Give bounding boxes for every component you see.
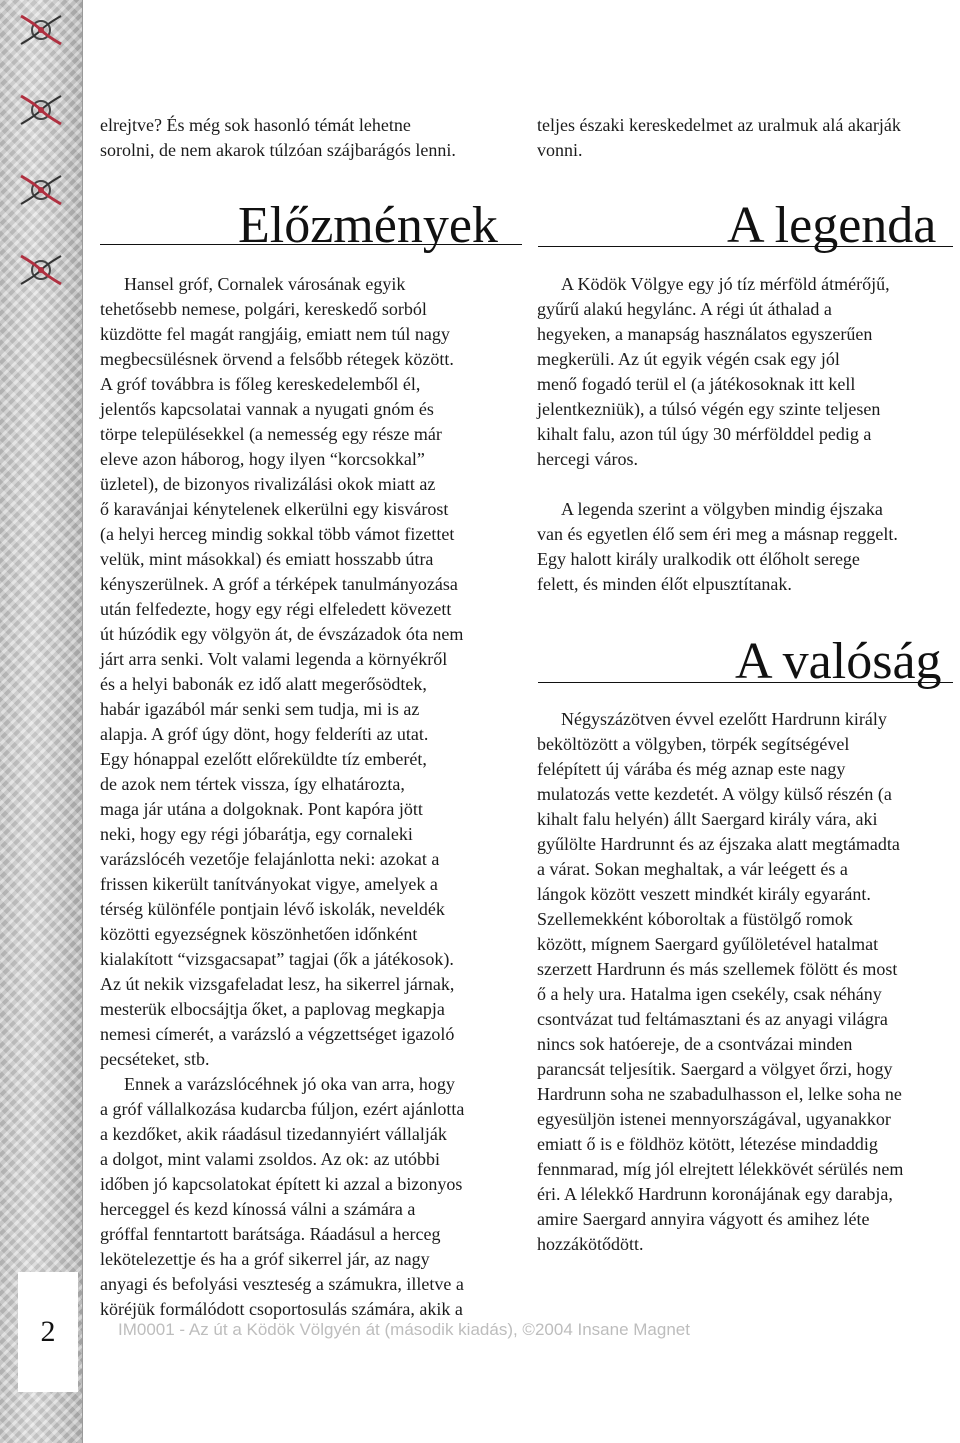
text-line: a várat. Sokan meghaltak, a vár leégett és a: [537, 859, 848, 879]
text-line: A Ködök Völgye egy jó tíz mérföld átmérőjű,: [561, 274, 890, 294]
text-line: kényszerülnek. A gróf a térképek tanulmányozása: [100, 574, 458, 594]
text-line: pecséteket, stb.: [100, 1049, 210, 1069]
text-line: felett, és minden élőt elpusztítanak.: [537, 574, 792, 594]
text-line: mesterük elbocsájtja őket, a paplovag megkapja: [100, 999, 445, 1019]
paragraph-history-2: [100, 1072, 530, 1322]
text-line: út húzódik egy völgyön át, de évszázadok óta nem: [100, 624, 464, 644]
heading-a-legenda: A legenda: [727, 197, 937, 254]
ornament-icon: [17, 166, 65, 214]
text-line: eleve azon háborog, hogy ilyen “korcsokkal”: [100, 449, 425, 469]
text-line: teljes északi kereskedelmet az uralmuk alá akarják: [537, 115, 901, 135]
text-line: emiatt ő is e földhöz kötött, létezése mindaddig: [537, 1134, 878, 1154]
text-line: Hardrunn soha ne szabadulhasson el, lelke soha ne: [537, 1084, 902, 1104]
text-line: hozzákötődött.: [537, 1234, 644, 1254]
text-line: küzdötte fel magát rangjáig, emiatt nem túl nagy: [100, 324, 450, 344]
text-line: a gróf vállalkozása kudarcba fúljon, ezért ajánlotta: [100, 1099, 465, 1119]
text-line: köréjük formálódott csoportosulás számára, akik a: [100, 1299, 463, 1319]
right-top-text: [537, 113, 957, 163]
text-line: gyűlölte Hardrunnt és az éjszaka alatt megtámadta: [537, 834, 900, 854]
text-line: anyagi és befolyási veszteség a számukra, illetve a: [100, 1274, 464, 1294]
text-line: és a helyi babonák ez idő alatt megerősödtek,: [100, 674, 427, 694]
text-line: frissen kikerült tanítványokat vigye, amelyek a: [100, 874, 438, 894]
text-line: kihalt falu helyén) állt Saergard király vára, aki: [537, 809, 878, 829]
text-line: Hansel gróf, Cornalek városának egyik: [124, 274, 406, 294]
text-line: jelentkezniük), a túlsó végén egy szinte teljesen: [537, 399, 881, 419]
text-line: csontvázat tud feltámasztani és az anyagi világra: [537, 1009, 888, 1029]
text-line: (a helyi herceg mindig sokkal több vámot fizettet: [100, 524, 455, 544]
decorative-sidebar: [0, 0, 83, 1443]
heading-a-valosag: A valóság: [735, 633, 942, 690]
paragraph-legend-1: [537, 272, 957, 472]
text-line: a kezdőket, akik ráadásul tizedannyiért vállalják: [100, 1124, 447, 1144]
left-body: [100, 272, 530, 1322]
text-line: éri. A lélekkő Hardrunn koronájának egy darabja,: [537, 1184, 893, 1204]
text-line: közötti egyezségnek köszönhetően időnként: [100, 924, 418, 944]
text-line: Egy hónappal ezelőtt előreküldte tíz emberét,: [100, 749, 427, 769]
paragraph-legend-2: [537, 497, 957, 597]
text-line: megkerüli. Az út egyik végén csak egy jól: [537, 349, 840, 369]
text-line: hercegi város.: [537, 449, 638, 469]
text-line: kihalt falu, azon túl úgy 30 mérfölddel pedig a: [537, 424, 872, 444]
text-line: jelentős kapcsolatai vannak a nyugati gnóm és: [100, 399, 434, 419]
ornament-icon: [17, 86, 65, 134]
text-line: Ennek a varázslócéhnek jó oka van arra, hogy: [124, 1074, 455, 1094]
text-line: egyesüljön istenei mennyországával, ugyanakkor: [537, 1109, 891, 1129]
page-number-box: [18, 1272, 78, 1392]
text-line: gróffal fenntartott barátsága. Ráadásul a herceg: [100, 1224, 441, 1244]
text-line: menő fogadó terül el (a játékosoknak itt kell: [537, 374, 856, 394]
text-line: de azok nem tértek vissza, így elhatározta,: [100, 774, 405, 794]
text-line: habár igazából már senki sem tudja, mi is az: [100, 699, 420, 719]
text-line: Négyszázötven évvel ezelőtt Hardrunn király: [561, 709, 887, 729]
text-line: hegyeken, a manapság használatos egyszerűen: [537, 324, 873, 344]
ornament-icon: [17, 246, 65, 294]
text-line: lángok között veszett mindkét király egyaránt.: [537, 884, 871, 904]
page-footer: IM0001 - Az út a Ködök Völgyén át (második kiadás), ©2004 Insane Magnet: [118, 1320, 690, 1339]
text-line: van és egyetlen élő sem éri meg a másnap reggelt.: [537, 524, 898, 544]
text-line: herceggel és kezd kínossá válni a számára a: [100, 1199, 416, 1219]
text-line: között, mígnem Saergard gyűlöletével hatalmat: [537, 934, 879, 954]
text-line: Az út nekik vizsgafeladat lesz, ha sikerrel járnak,: [100, 974, 455, 994]
text-line: ő a hely ura. Hatalma igen csekély, csak néhány: [537, 984, 882, 1004]
text-line: vonni.: [537, 140, 583, 160]
text-line: szerzett Hardrunn és más szellemek fölött és most: [537, 959, 898, 979]
text-line: Egy halott király uralkodik ott élőholt serege: [537, 549, 860, 569]
heading-elozmenyek: Előzmények: [238, 197, 498, 254]
text-line: felépített új várába és még aznap este nagy: [537, 759, 846, 779]
text-line: nemesi címerét, a varázsló a végzettséget igazoló: [100, 1024, 455, 1044]
text-line: A legenda szerint a völgyben mindig éjszaka: [561, 499, 883, 519]
paragraph-reality: [537, 707, 957, 1257]
text-line: üzletel), de bizonyos rivalizálási okok miatt az: [100, 474, 436, 494]
text-line: után felfedezte, hogy egy régi elfeledett kövezett: [100, 599, 452, 619]
text-line: sorolni, de nem akarok túlzóan szájbarágós lenni.: [100, 140, 456, 160]
text-line: ő karavánjai kénytelenek elkerülni egy kisvárost: [100, 499, 449, 519]
text-line: neki, hogy egy régi jóbarátja, egy cornaleki: [100, 824, 413, 844]
ornament-icon: [17, 6, 65, 54]
text-line: törpe településekkel (a nemesség egy része már: [100, 424, 442, 444]
text-line: járt arra senki. Volt valami legenda a környékről: [100, 649, 448, 669]
page-number: 2: [40, 1315, 56, 1348]
text-line: Szellemekként kóboroltak a füstölgő romok: [537, 909, 853, 929]
text-line: beköltözött a völgyben, törpék segítségével: [537, 734, 850, 754]
legend-body: [537, 272, 957, 597]
text-line: A gróf továbbra is főleg kereskedelemből él,: [100, 374, 421, 394]
left-top-text: [100, 113, 520, 163]
paragraph-history-1: [100, 272, 530, 1072]
text-line: nincs sok hatóereje, de a csontvázai minden: [537, 1034, 853, 1054]
text-line: kialakított “vizsgacsapat” tagjai (ők a játékosok).: [100, 949, 454, 969]
text-line: parancsát teljesítik. Saergard a völgyet őrzi, hogy: [537, 1059, 893, 1079]
text-line: tehetősebb nemese, polgári, kereskedő sorból: [100, 299, 427, 319]
reality-body: [537, 707, 957, 1257]
text-line: alapja. A gróf úgy dönt, hogy felderíti az utat.: [100, 724, 429, 744]
text-line: mulatozás vette kezdetét. A völgy külső részén (a: [537, 784, 892, 804]
text-line: amire Saergard annyira vágyott és amihez léte: [537, 1209, 870, 1229]
text-line: lekötelezettje és ha a gróf sikerrel jár, az nagy: [100, 1249, 430, 1269]
text-line: maga jár utána a dolgoknak. Pont kapóra jött: [100, 799, 423, 819]
text-line: gyűrű alakú hegylánc. A régi út áthalad a: [537, 299, 832, 319]
text-line: térség különféle pontjain lévő iskolák, neveldék: [100, 899, 445, 919]
text-line: a dolgot, mint valami zsoldos. Az ok: az utóbbi: [100, 1149, 440, 1169]
text-line: elrejtve? És még sok hasonló témát lehetne: [100, 115, 411, 135]
text-line: fennmarad, míg jól elrejtett lélekkövét sérülés nem: [537, 1159, 904, 1179]
text-line: varázslócéh vezetője felajánlotta neki: azokat a: [100, 849, 440, 869]
text-line: időben jó kapcsolatokat épített ki azzal a bizonyos: [100, 1174, 463, 1194]
text-line: megbecsülésnek örvend a felsőbb rétegek között.: [100, 349, 454, 369]
text-line: velük, mint másokkal) és emiatt hosszabb útra: [100, 549, 434, 569]
